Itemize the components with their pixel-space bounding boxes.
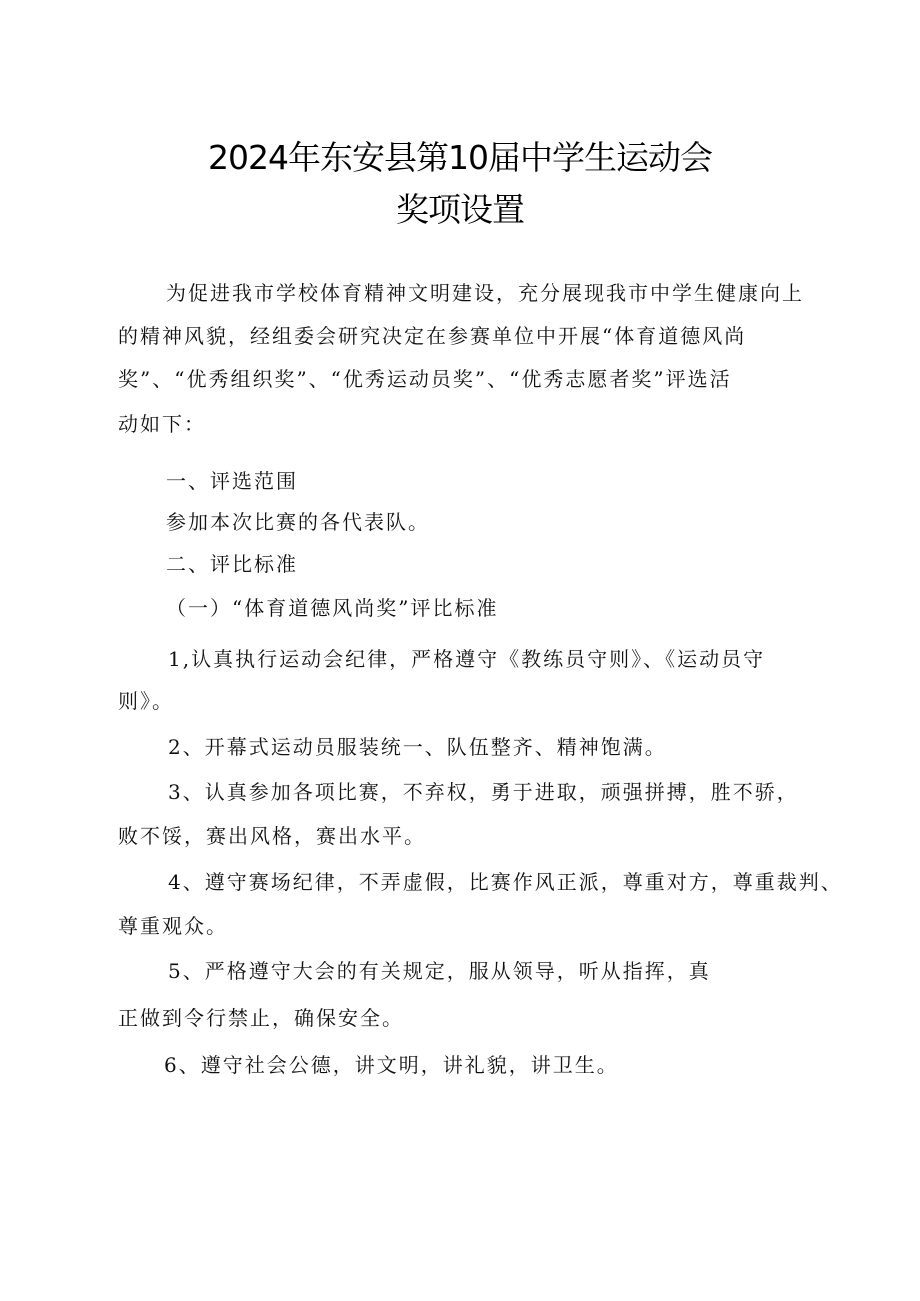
criterion-line: 则》。 — [118, 689, 174, 713]
criterion-line: 3、认真参加各项比赛，不弃权，勇于进取，顽强拼搏，胜不骄， — [168, 780, 799, 804]
intro-line: 奖”、“优秀组织奖”、“优秀运动员奖”、“优秀志愿者奖”评选活 — [118, 367, 732, 391]
section-heading: 一、评选范围 — [166, 469, 298, 493]
criterion-line: 正做到令行禁止，确保安全。 — [118, 1006, 404, 1030]
criterion-line: 5、严格遵守大会的有关规定，服从领导，听从指挥，真 — [168, 959, 711, 983]
intro-line: 的精神风貌，经组委会研究决定在参赛单位中开展“体育道德风尚 — [118, 324, 747, 348]
subsection-heading: （一）“体育道德风尚奖”评比标准 — [166, 596, 499, 620]
criterion-line: 1,认真执行运动会纪律，严格遵守《教练员守则》、《运动员守 — [168, 647, 766, 671]
criterion-line: 败不馁，赛出风格，赛出水平。 — [118, 824, 426, 848]
criterion-line: 4、遵守赛场纪律，不弄虚假，比赛作风正派，尊重对方，尊重裁判、 — [168, 870, 843, 894]
intro-line: 为促进我市学校体育精神文明建设，充分展现我市中学生健康向上 — [166, 281, 804, 305]
intro-line: 动如下： — [118, 412, 206, 436]
criterion-line: 尊重观众。 — [118, 914, 228, 938]
section-heading: 二、评比标准 — [166, 552, 298, 576]
document-subtitle: 奖项设置 — [396, 190, 524, 229]
document-title: 2024年东安县第10届中学生运动会 — [208, 138, 712, 177]
section-body: 参加本次比赛的各代表队。 — [166, 510, 430, 534]
criterion-line: 2、开幕式运动员服装统一、队伍整齐、精神饱满。 — [168, 735, 667, 759]
criterion-line: 6、遵守社会公德，讲文明，讲礼貌，讲卫生。 — [164, 1053, 619, 1077]
